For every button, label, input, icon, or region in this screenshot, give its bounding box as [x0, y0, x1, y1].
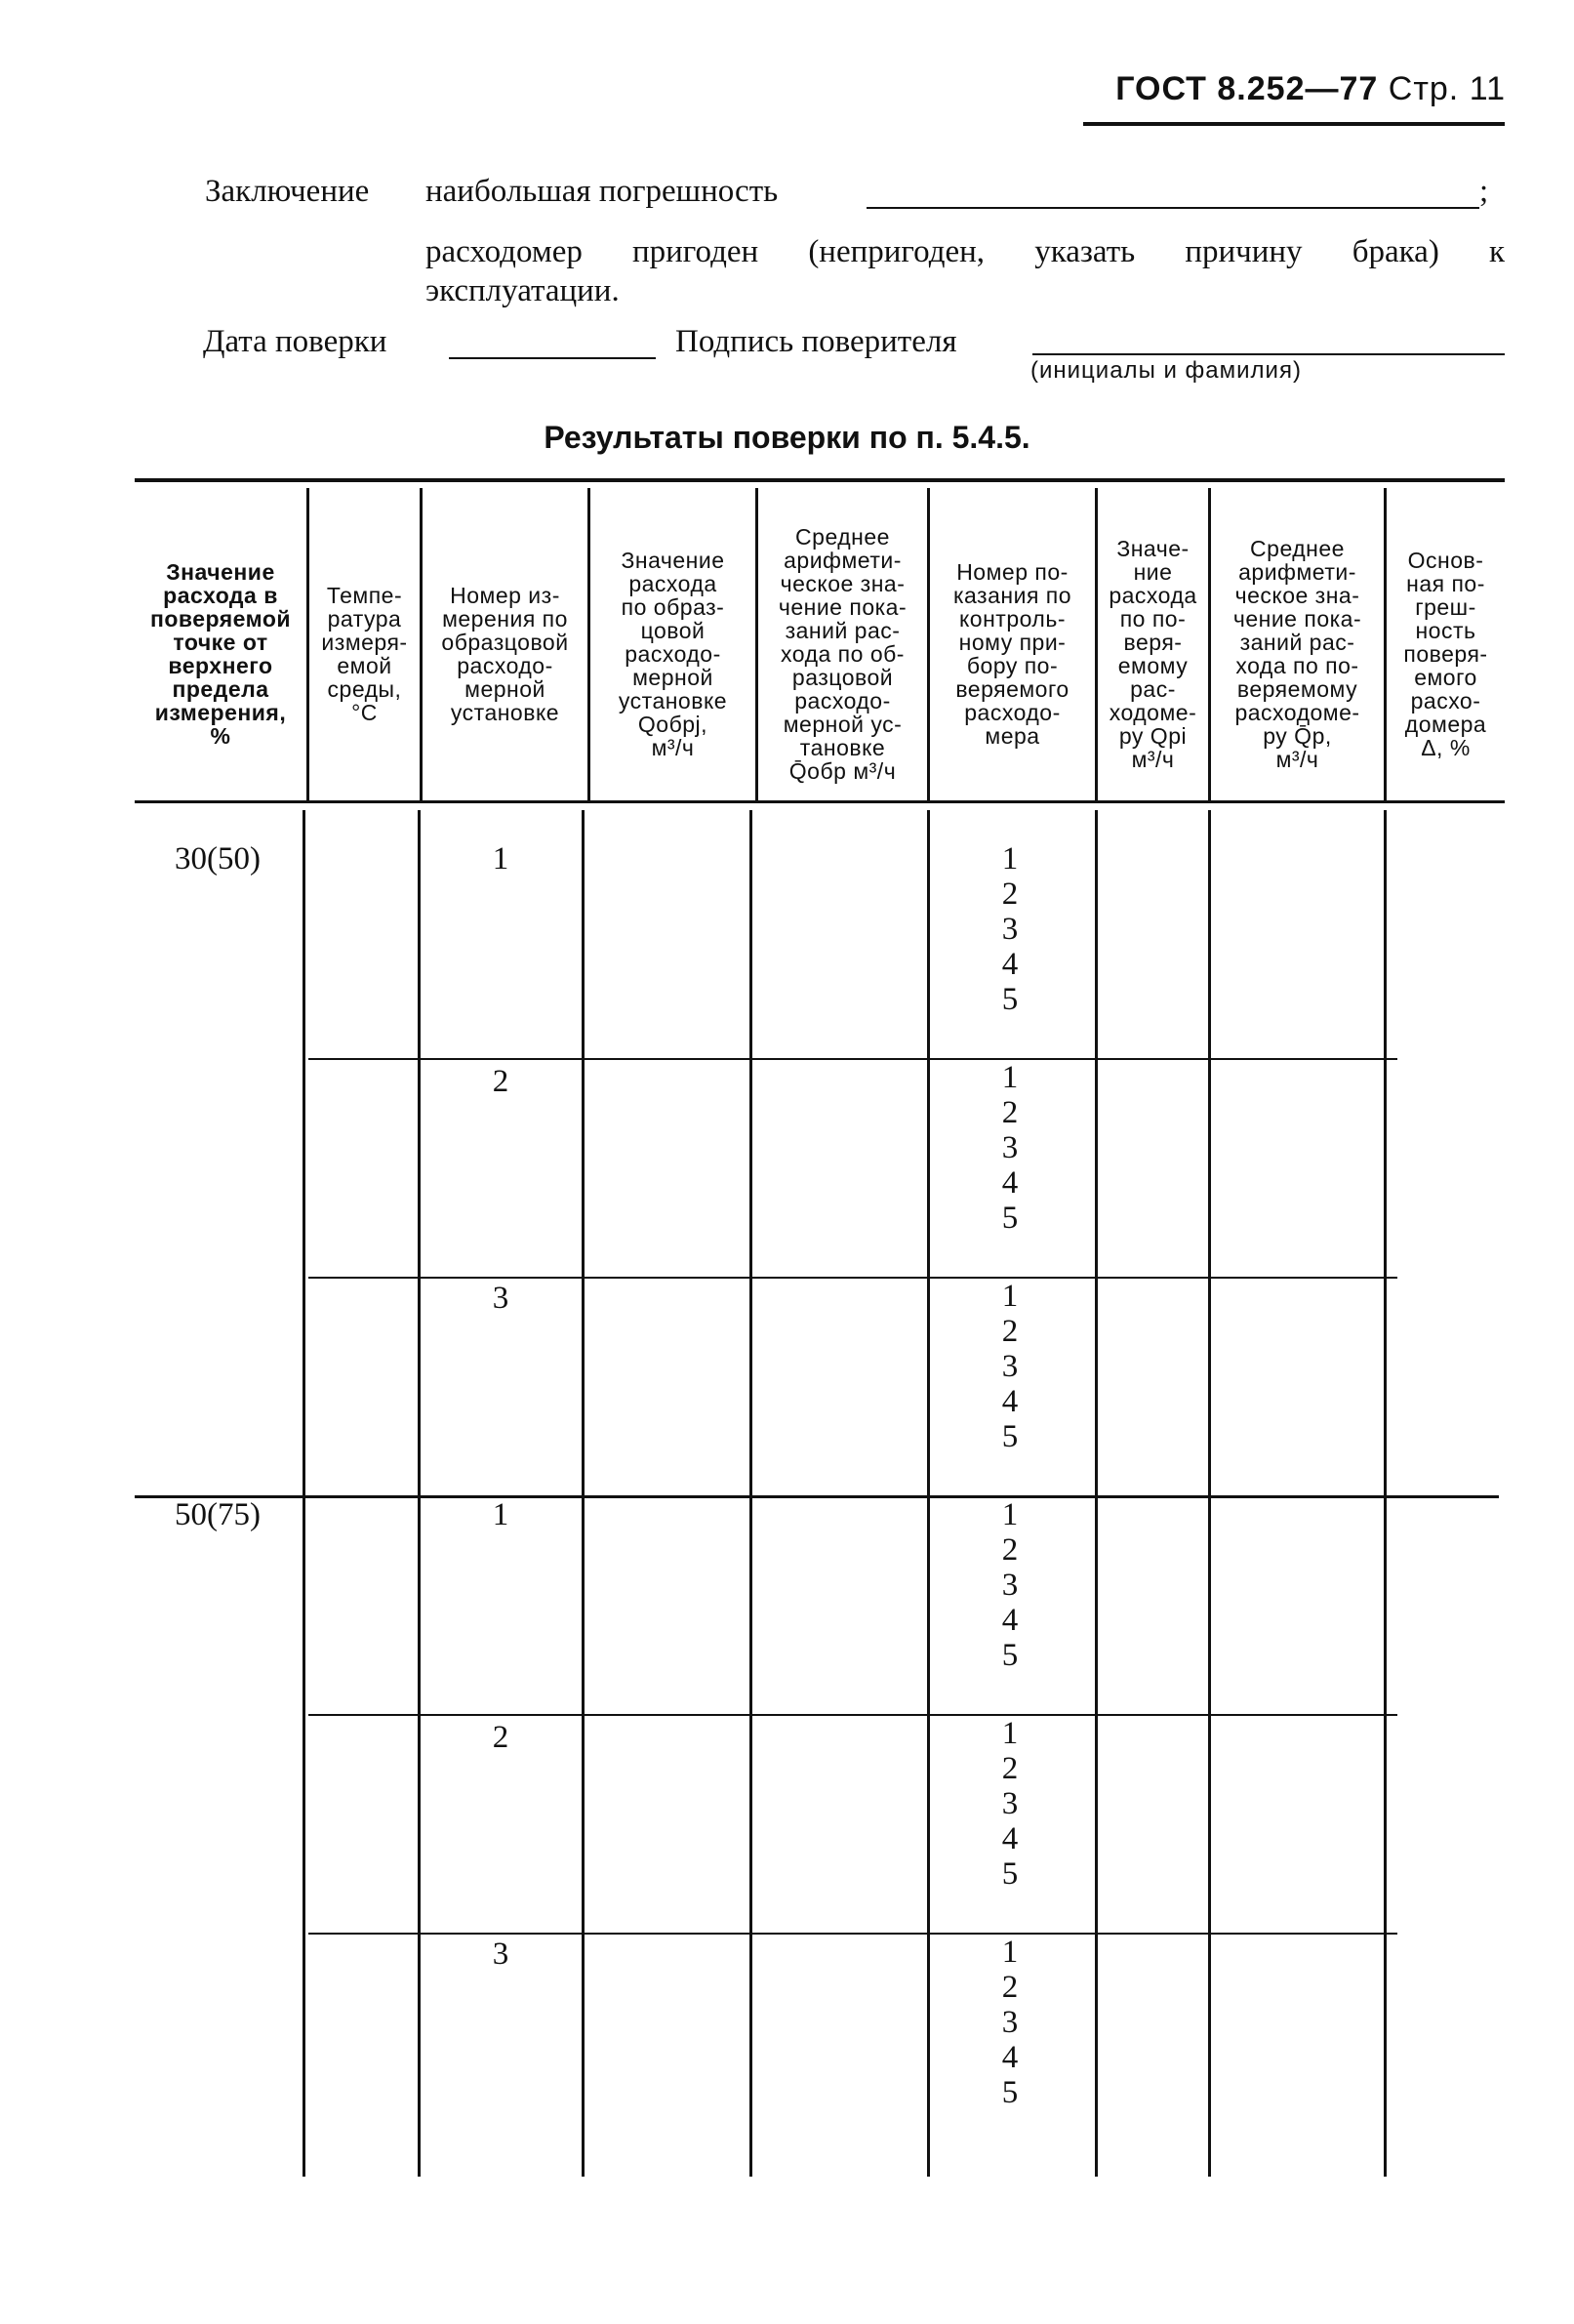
signature-caption: (инициалы и фамилия)	[1030, 357, 1302, 384]
meter-status-line2: эксплуатации.	[425, 273, 620, 308]
header-flow-value: Значение расхода в поверяемой точке от верхнего предела измерения, %	[149, 559, 292, 749]
reading-number: 3	[1001, 2005, 1019, 2040]
measurement-number: 1	[492, 841, 509, 877]
reading-number: 3	[1001, 1130, 1019, 1165]
reading-number: 5	[1001, 982, 1019, 1017]
reading-number: 2	[1001, 1751, 1019, 1786]
body-divider	[1384, 810, 1387, 2177]
body-divider	[749, 810, 752, 2177]
header-reference-flow: Значение расхода по образ- цовой расходо- мерной установке Qобрj, м³/ч	[618, 548, 728, 760]
table-top-rule	[135, 478, 1505, 482]
reading-number: 1	[1001, 1497, 1019, 1532]
reading-number: 5	[1001, 1201, 1019, 1236]
header-basic-error: Основ- ная по- греш- ность поверя- емого расхо- домера Δ, %	[1403, 548, 1488, 760]
reading-number: 5	[1001, 2075, 1019, 2110]
reading-number: 4	[1001, 1603, 1019, 1638]
body-divider	[303, 810, 305, 2177]
measurement-number: 2	[492, 1720, 509, 1755]
body-divider	[1095, 810, 1098, 2177]
reading-number: 5	[1001, 1638, 1019, 1673]
measurement-number: 1	[492, 1497, 509, 1532]
measurement-number: 3	[492, 1937, 509, 1972]
reading-number: 4	[1001, 1384, 1019, 1419]
row-separator	[308, 1933, 1397, 1935]
flow-value: 30(50)	[175, 841, 261, 877]
reading-number: 3	[1001, 912, 1019, 947]
signature-label: Подпись поверителя	[675, 324, 957, 359]
reading-number: 4	[1001, 947, 1019, 982]
reading-numbers	[956, 1060, 1064, 1236]
reading-number: 1	[1001, 841, 1019, 877]
table-title: Результаты поверки по п. 5.4.5.	[544, 420, 1030, 455]
reading-number: 4	[1001, 1821, 1019, 1856]
body-divider	[927, 810, 930, 2177]
conclusion-label: Заключение	[205, 174, 370, 209]
row-separator	[308, 1058, 1397, 1060]
reading-number: 3	[1001, 1568, 1019, 1603]
measurement-number: 2	[492, 1064, 509, 1099]
reading-number: 2	[1001, 1314, 1019, 1349]
reading-number: 1	[1001, 1279, 1019, 1314]
header-temperature: Темпе- ратура измеря- емой среды, °С	[321, 583, 408, 725]
header-measurement-number: Номер из- мерения по образцовой расходо- мерной установке	[441, 583, 569, 725]
reading-number: 3	[1001, 1786, 1019, 1821]
reading-numbers	[956, 1279, 1064, 1454]
reading-number: 2	[1001, 1095, 1019, 1130]
max-error-fill-line	[867, 207, 1479, 209]
reading-number: 5	[1001, 1419, 1019, 1454]
reading-number: 1	[1001, 1060, 1019, 1095]
flow-value: 50(75)	[175, 1497, 261, 1532]
reading-numbers	[956, 1935, 1064, 2110]
max-error-label: наибольшая погрешность	[425, 174, 779, 209]
reading-number: 5	[1001, 1856, 1019, 1892]
reading-numbers	[956, 1497, 1064, 1673]
signature-fill-line	[1032, 353, 1505, 355]
reading-number: 3	[1001, 1349, 1019, 1384]
header-reading-number: Номер по- казания по контроль- ному при- бору по- веряемого расходо- мера	[952, 559, 1072, 749]
row-separator	[308, 1277, 1397, 1279]
measurement-number: 3	[492, 1281, 509, 1316]
row-separator	[308, 1714, 1397, 1716]
reading-number: 2	[1001, 1532, 1019, 1568]
reading-numbers	[956, 1716, 1064, 1892]
header-underline	[1083, 122, 1505, 126]
page-header	[1115, 70, 1506, 108]
body-divider	[582, 810, 585, 2177]
date-fill-line	[449, 357, 656, 359]
reading-number: 4	[1001, 1165, 1019, 1201]
max-error-end: ;	[1479, 174, 1489, 209]
gost-number: ГОСТ 8.252—77	[1115, 70, 1379, 107]
reading-number: 4	[1001, 2040, 1019, 2075]
date-label: Дата поверки	[203, 324, 387, 359]
header-tested-flow: Значе- ние расхода по по- веря- емому рас- ходоме- ру Qpi м³/ч	[1109, 536, 1197, 772]
reading-numbers	[956, 841, 1064, 1017]
header-reference-mean: Среднее арифмети- ческое зна- чение пока- заний рас- хода по об- разцовой расходо- мерной ус- тановке Q̄обр м³/ч	[778, 524, 908, 784]
reading-number: 1	[1001, 1716, 1019, 1751]
header-tested-mean: Среднее арифмети- ческое зна- чение пока- заний рас- хода по по- веряемому расходоме- ру Q̄p, м³/ч	[1232, 536, 1362, 772]
reading-number: 2	[1001, 877, 1019, 912]
reading-number: 1	[1001, 1935, 1019, 1970]
page-number: Стр. 11	[1388, 70, 1506, 107]
body-divider	[1208, 810, 1211, 2177]
reading-number: 2	[1001, 1970, 1019, 2005]
meter-status-line1: расходомер пригоден (непригоден, указать причину брака) к	[425, 234, 1505, 269]
group-separator	[135, 1495, 1499, 1498]
